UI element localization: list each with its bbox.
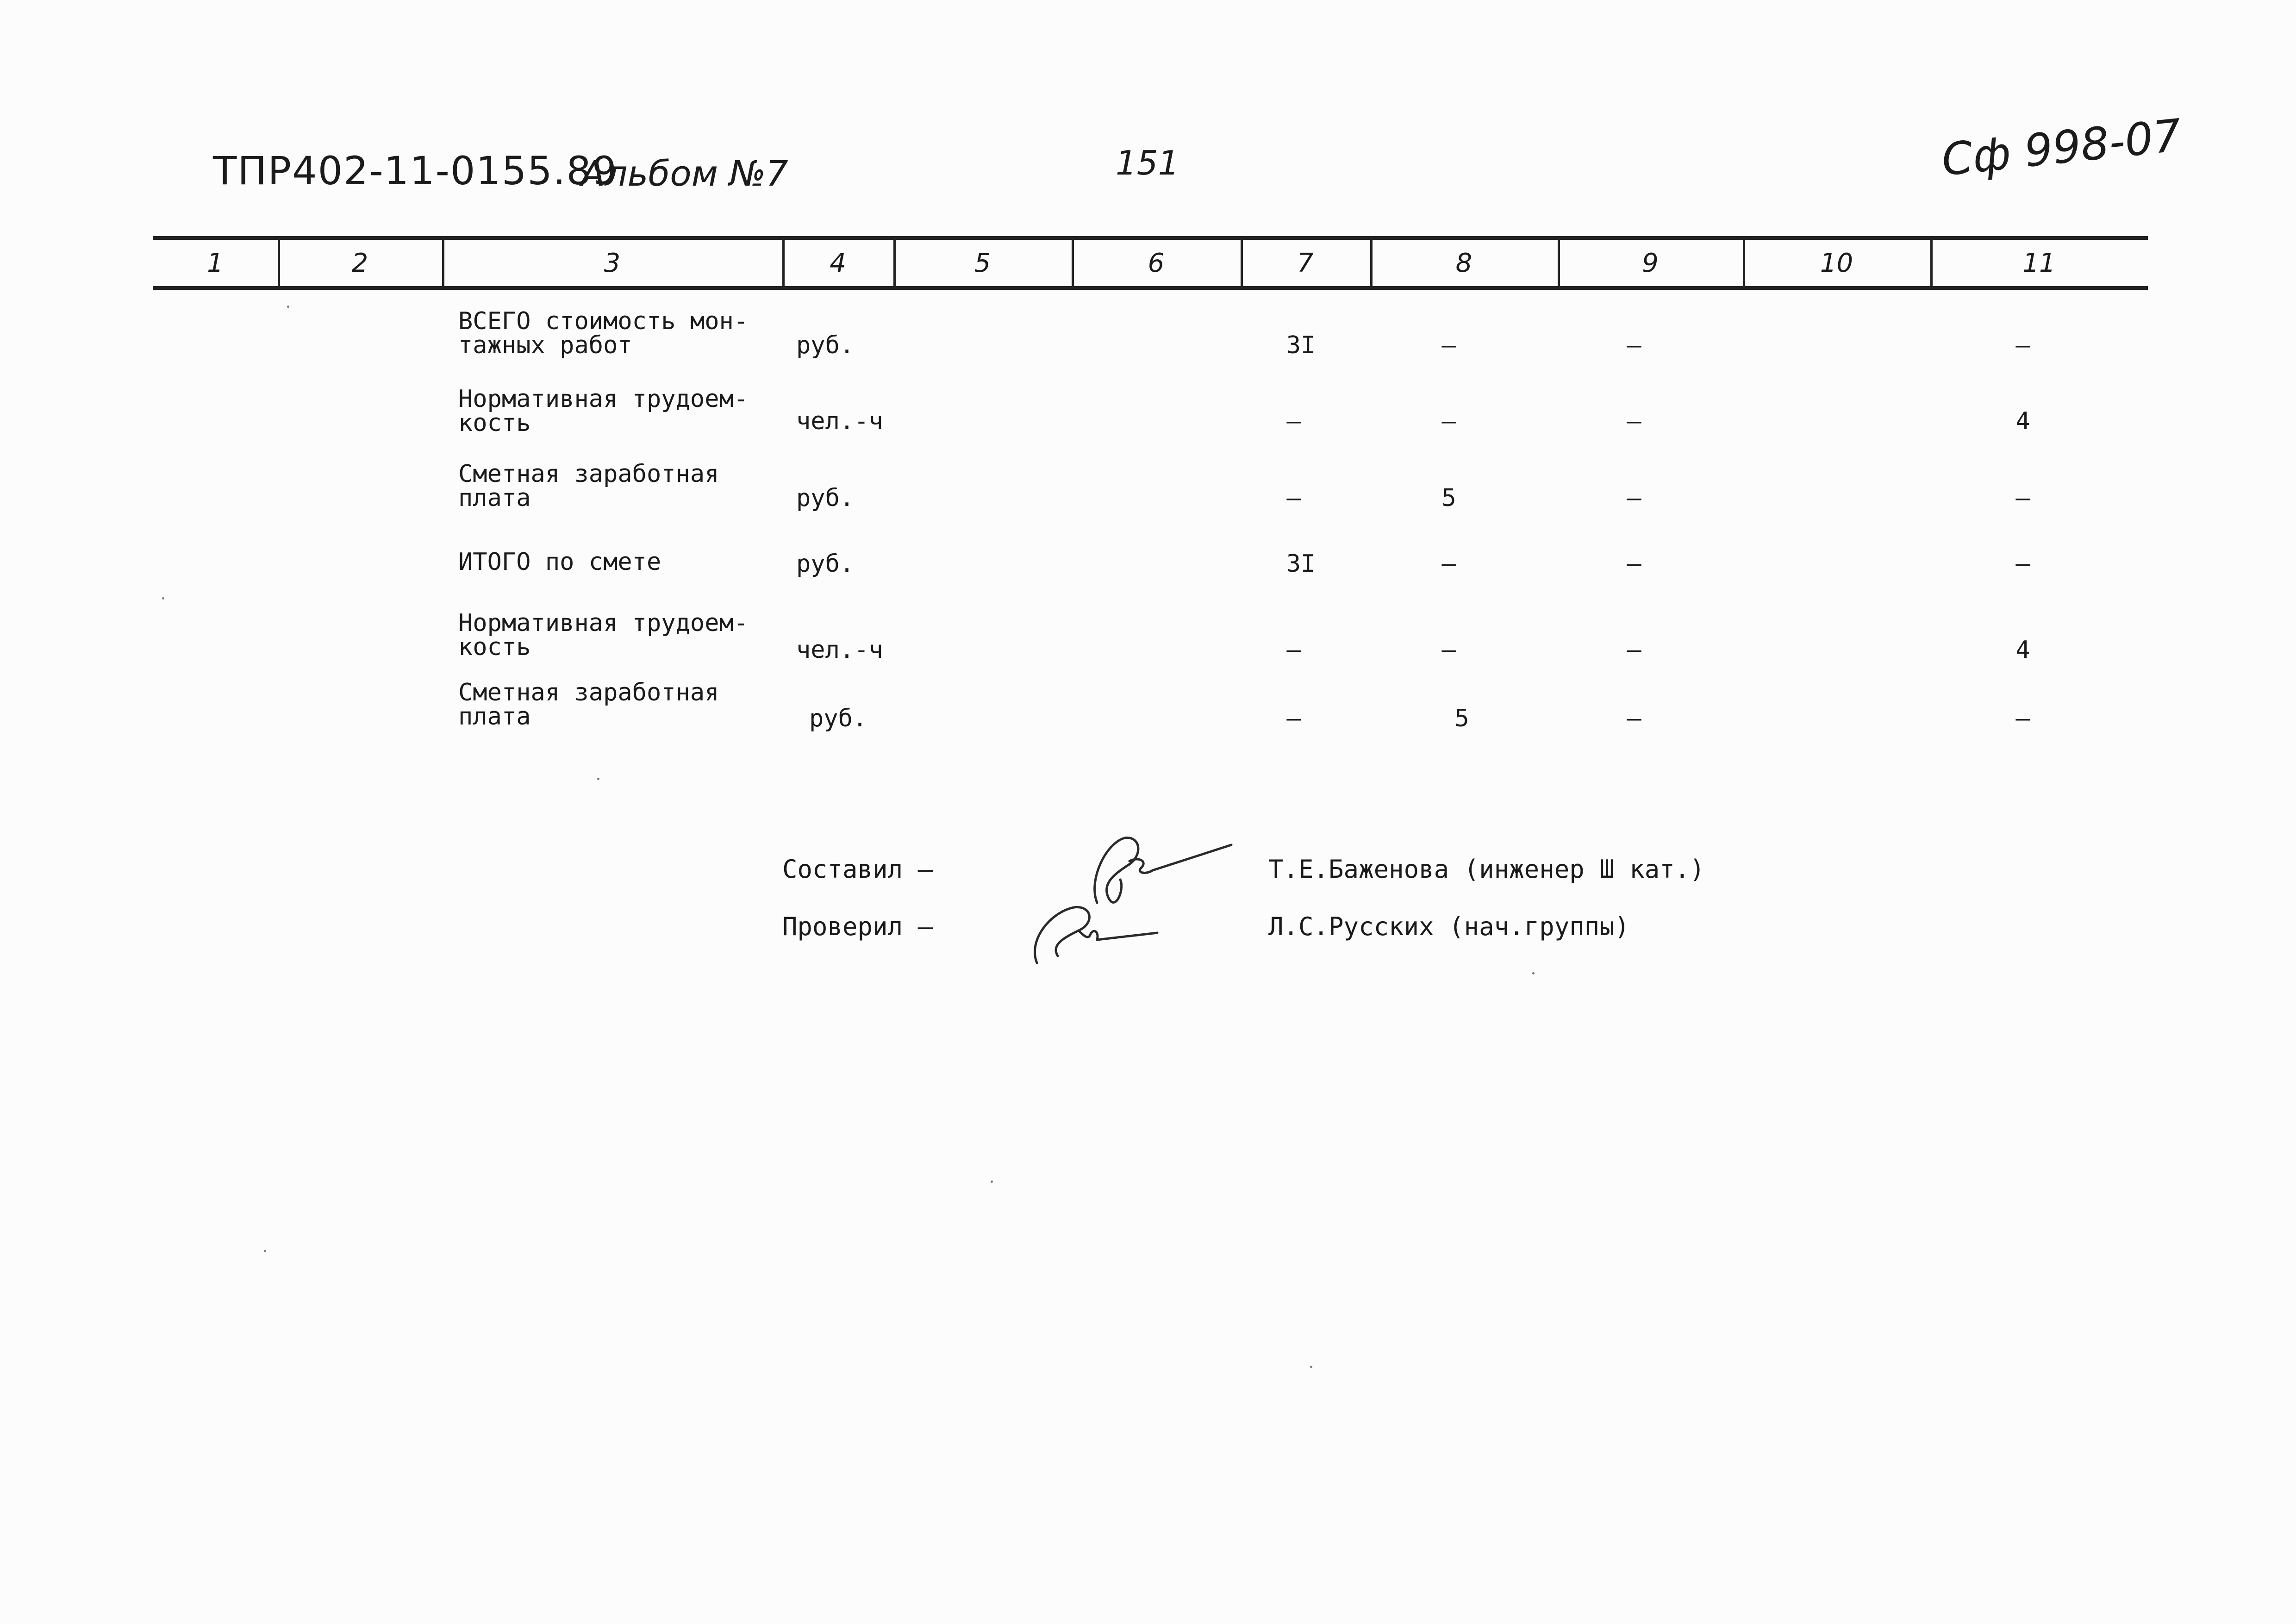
column-divider [893, 240, 896, 286]
row-description: Нормативная трудоем- кость [458, 609, 749, 661]
column-divider [782, 240, 785, 286]
row-col11-value: – [2015, 705, 2030, 732]
row-unit: руб. [796, 550, 855, 578]
row-col8-value: – [1441, 407, 1456, 435]
scan-speck [991, 1181, 993, 1183]
col-header-7: 7 [1297, 248, 1314, 278]
row-unit: чел.-ч [796, 636, 883, 664]
handwritten-signatures [1009, 824, 1250, 991]
row-col11-value: 4 [2015, 636, 2030, 664]
compiled-by-name: Т.Е.Баженова (инженер Ш кат.) [1268, 855, 1705, 884]
col-header-1: 1 [207, 248, 224, 278]
row-col7-value: – [1286, 636, 1301, 664]
col-header-11: 11 [2022, 248, 2056, 278]
row-col8-value: – [1441, 636, 1456, 664]
column-divider [1370, 240, 1373, 286]
album-number: Альбом №7 [581, 153, 788, 194]
row-col8-value: 5 [1454, 705, 1469, 732]
row-col7-value: – [1286, 484, 1301, 512]
row-unit: руб. [796, 331, 855, 359]
row-col7-value: – [1286, 705, 1301, 732]
checked-by-label: Проверил – [782, 912, 933, 941]
row-col9-value: – [1627, 636, 1641, 664]
column-divider [1558, 240, 1560, 286]
col-header-9: 9 [1642, 248, 1659, 278]
scan-speck [597, 778, 599, 780]
document-code: ТПР402-11-0155.89 [213, 148, 618, 194]
column-divider [442, 240, 444, 286]
scan-speck [264, 1250, 266, 1252]
archive-stamp: Сф 998-07 [1939, 109, 2184, 186]
row-description: ВСЕГО стоимость мон- тажных работ [458, 307, 749, 359]
column-divider [1241, 240, 1243, 286]
col-header-10: 10 [1820, 248, 1853, 278]
row-col9-value: – [1627, 407, 1641, 435]
row-col8-value: – [1441, 550, 1456, 578]
table-header-row [153, 236, 2148, 290]
col-header-3: 3 [604, 248, 621, 278]
scan-speck [1532, 972, 1535, 974]
scan-speck [287, 306, 289, 308]
row-col8-value: 5 [1441, 484, 1456, 512]
row-col11-value: – [2015, 550, 2030, 578]
row-description: ИТОГО по смете [458, 548, 661, 576]
row-col11-value: – [2015, 484, 2030, 512]
col-header-2: 2 [351, 248, 368, 278]
col-header-6: 6 [1148, 248, 1165, 278]
row-col9-value: – [1627, 550, 1641, 578]
row-col7-value: – [1286, 407, 1301, 435]
checked-by-name: Л.С.Русских (нач.группы) [1268, 912, 1630, 941]
row-col11-value: 4 [2015, 407, 2030, 435]
row-unit: руб. [809, 705, 867, 732]
compiled-by-label: Составил – [782, 855, 933, 884]
page-number: 151 [1116, 144, 1179, 182]
row-col9-value: – [1627, 484, 1641, 512]
row-col9-value: – [1627, 705, 1641, 732]
column-divider [278, 240, 280, 286]
row-description: Нормативная трудоем- кость [458, 385, 749, 437]
column-divider [1743, 240, 1745, 286]
col-header-8: 8 [1455, 248, 1472, 278]
row-col11-value: – [2015, 331, 2030, 359]
row-unit: чел.-ч [796, 407, 883, 435]
row-col8-value: – [1441, 331, 1456, 359]
scan-speck [162, 597, 164, 600]
col-header-5: 5 [974, 248, 991, 278]
row-description: Сметная заработная плата [458, 679, 719, 731]
row-description: Сметная заработная плата [458, 460, 719, 512]
row-unit: руб. [796, 484, 855, 512]
col-header-4: 4 [830, 248, 846, 278]
row-col7-value: 3I [1286, 550, 1316, 578]
row-col7-value: 3I [1286, 331, 1316, 359]
column-divider [1930, 240, 1933, 286]
row-col9-value: – [1627, 331, 1641, 359]
column-divider [1072, 240, 1074, 286]
scan-speck [1310, 1366, 1312, 1368]
